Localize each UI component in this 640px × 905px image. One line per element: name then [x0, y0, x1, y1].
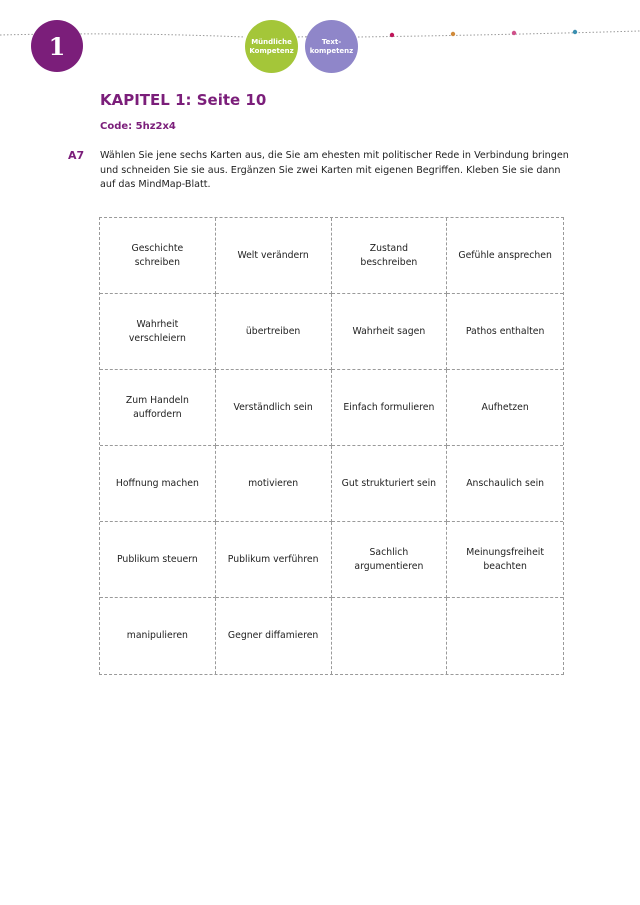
card: Zum Handeln auffordern: [100, 370, 216, 446]
card: Wahrheit sagen: [332, 294, 448, 370]
card: Publikum verführen: [216, 522, 332, 598]
card: Meinungsfreiheit beachten: [447, 522, 563, 598]
card: Welt verändern: [216, 218, 332, 294]
card: Gegner diffamieren: [216, 598, 332, 674]
competence-badge-text: Text-kompetenz: [305, 20, 358, 73]
page-title: KAPITEL 1: Seite 10: [100, 91, 267, 109]
card: Wahrheit verschleiern: [100, 294, 216, 370]
card: Gut strukturiert sein: [332, 446, 448, 522]
card: Verständlich sein: [216, 370, 332, 446]
card: Einfach formulieren: [332, 370, 448, 446]
card-grid: [99, 217, 564, 675]
decor-dot: [451, 32, 455, 36]
card-empty: [332, 598, 448, 674]
card: Publikum steuern: [100, 522, 216, 598]
decor-dot: [390, 33, 394, 37]
card: übertreiben: [216, 294, 332, 370]
card: Gefühle ansprechen: [447, 218, 563, 294]
card: Hoffnung machen: [100, 446, 216, 522]
decor-dot: [573, 30, 577, 34]
card: Geschichte schreiben: [100, 218, 216, 294]
card: manipulieren: [100, 598, 216, 674]
card: Pathos enthalten: [447, 294, 563, 370]
competence-badge-oral: Mündliche Kompetenz: [245, 20, 298, 73]
card: motivieren: [216, 446, 332, 522]
page-code: Code: 5hz2x4: [100, 121, 176, 132]
card-empty: [447, 598, 563, 674]
chapter-number-badge: 1: [31, 20, 83, 72]
task-instructions: Wählen Sie jene sechs Karten aus, die Sie am ehesten mit politischer Rede in Verbindung bringen und schneiden Sie sie aus. Ergänzen Sie zwei Karten mit eigenen Begriffen. Kleben Sie sie dann auf das MindMap-Blatt.: [100, 150, 569, 190]
card: Anschaulich sein: [447, 446, 563, 522]
card: Aufhetzen: [447, 370, 563, 446]
card: Sachlich argumentieren: [332, 522, 448, 598]
card: Zustand beschreiben: [332, 218, 448, 294]
decor-dot: [512, 31, 516, 35]
task-label: A7: [68, 149, 85, 162]
